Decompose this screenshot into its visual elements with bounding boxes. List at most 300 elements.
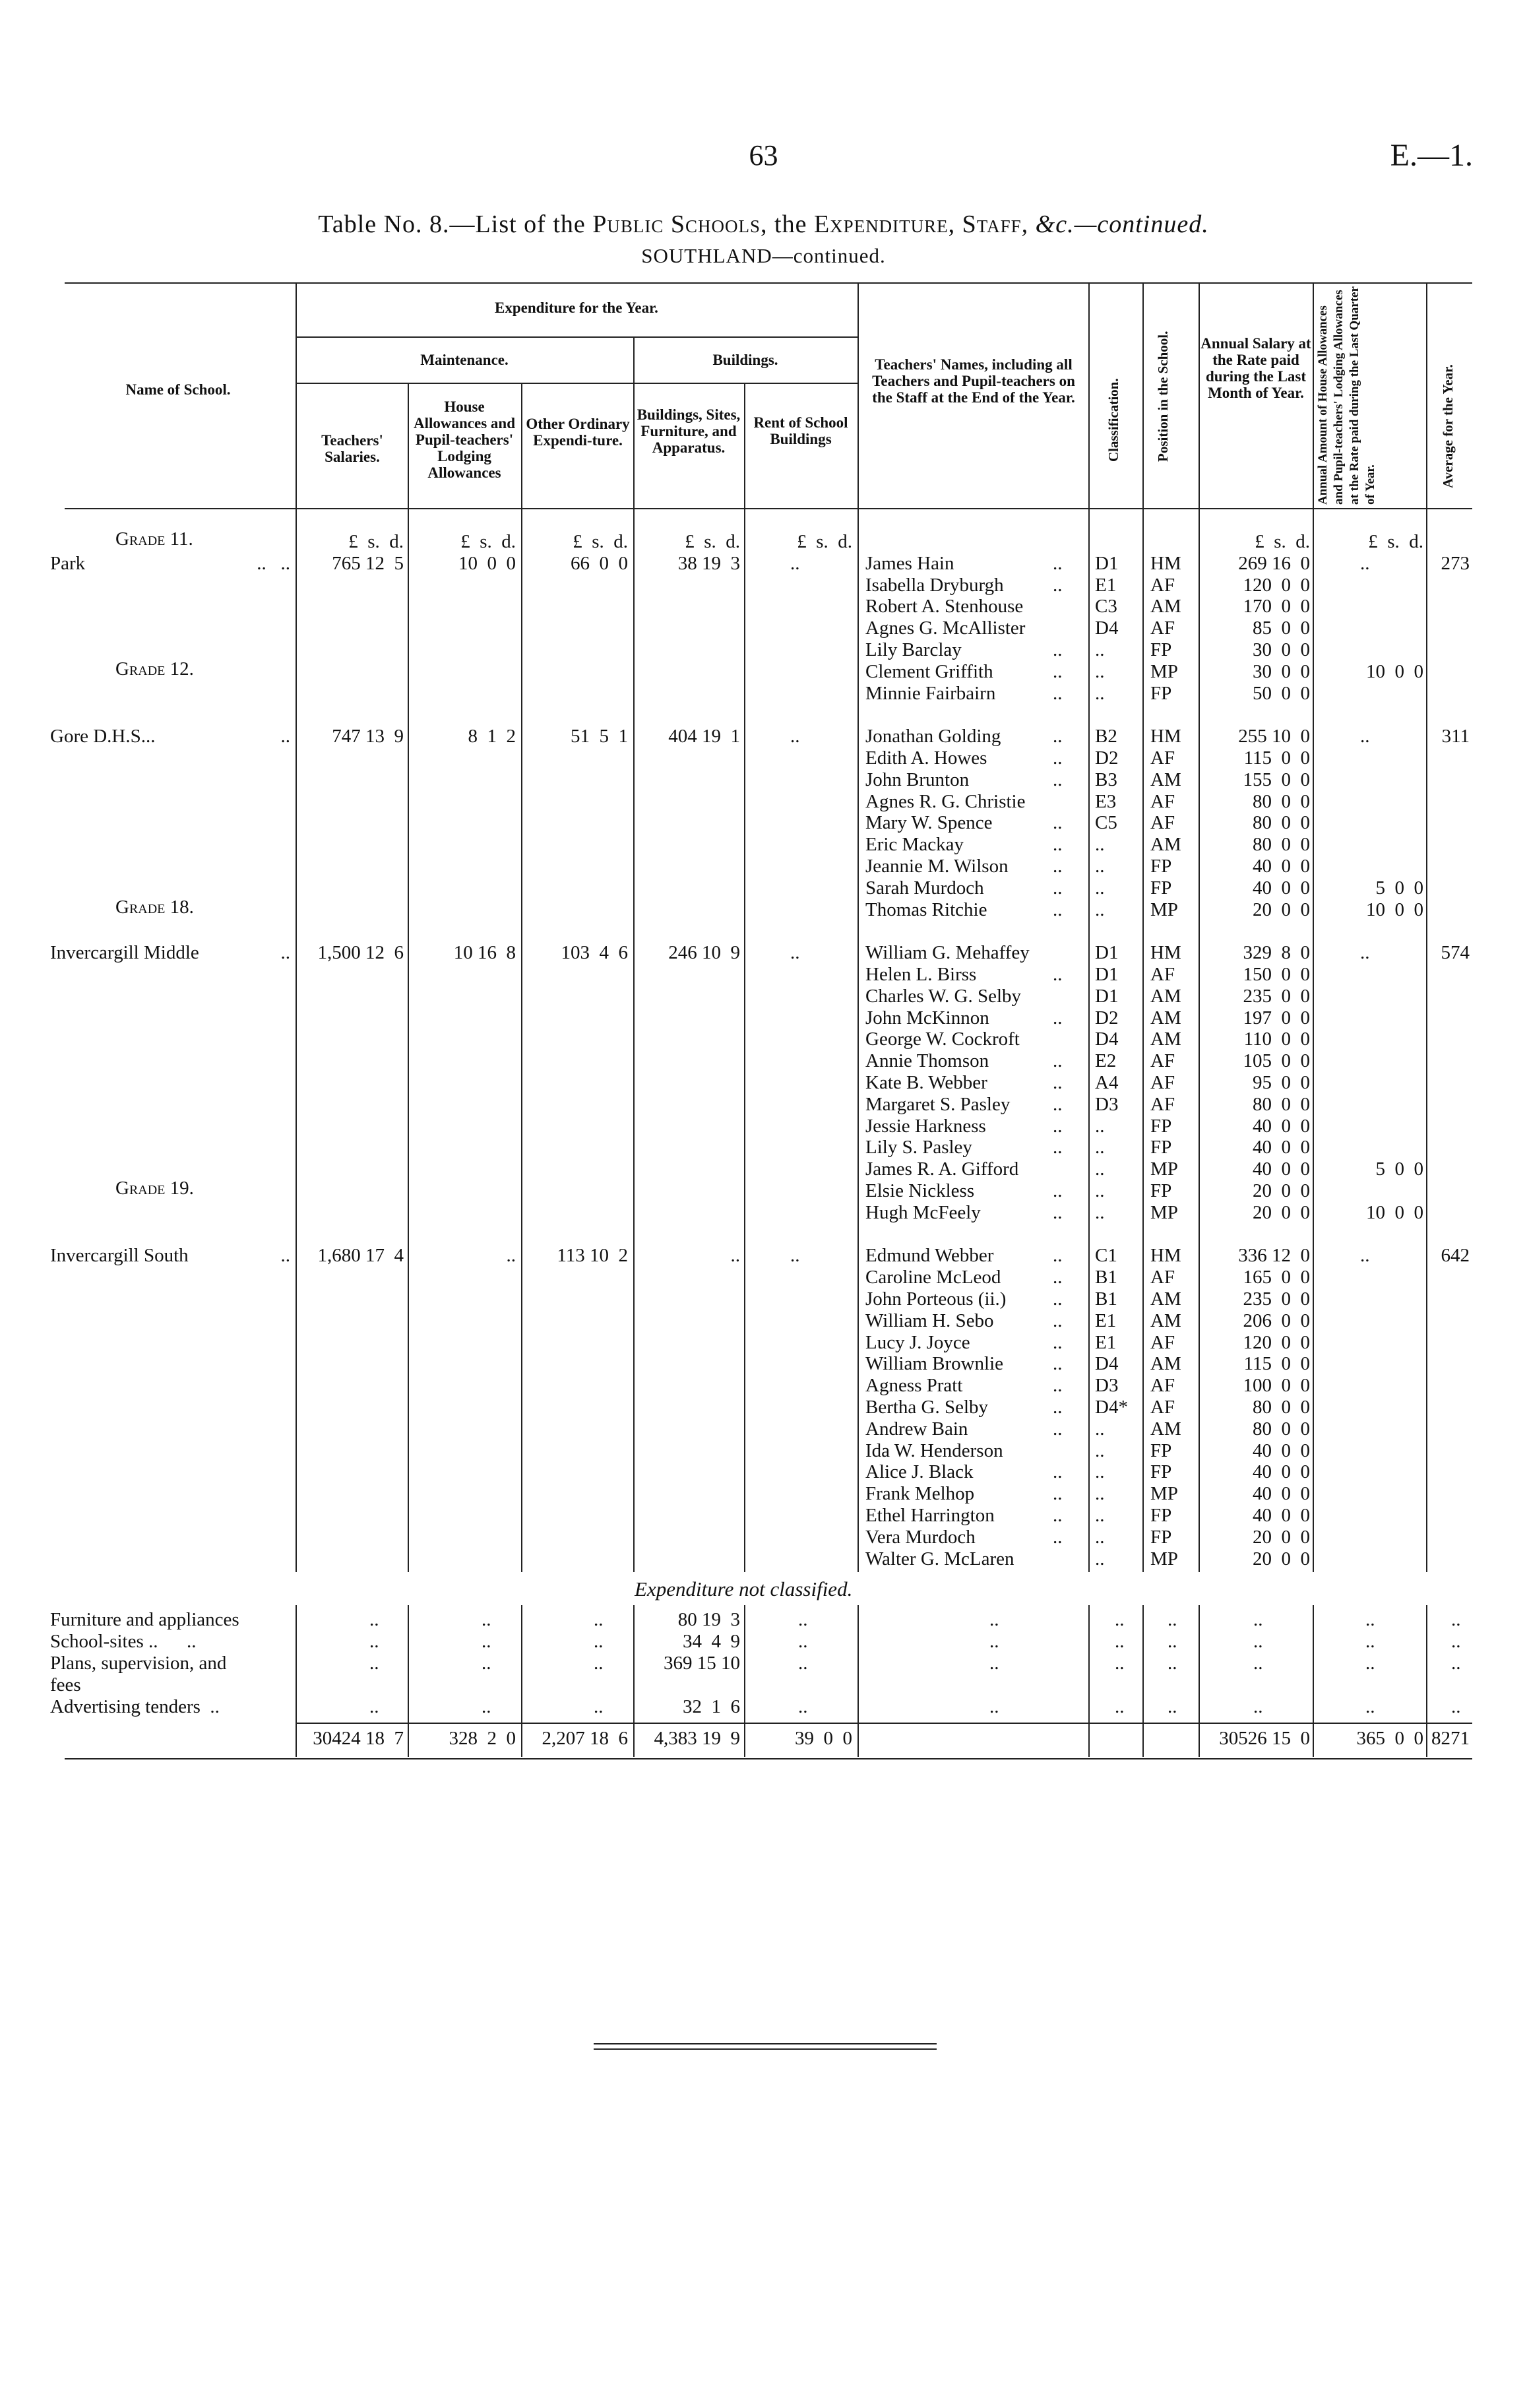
page-reference: E.—1.: [1390, 138, 1473, 173]
position-value: AF: [1150, 574, 1175, 596]
leader-dots: ..: [1053, 1245, 1063, 1267]
leader-dots: ..: [1053, 1007, 1063, 1029]
classification-value: ..: [1095, 1505, 1105, 1526]
annual-allowance-value: 5 0 0: [1375, 877, 1423, 899]
annual-allowance-value: 10 0 0: [1366, 660, 1423, 682]
position-value: HM: [1150, 1245, 1181, 1267]
teacher-row: [0, 1116, 1527, 1137]
blank-cell: ..: [989, 1631, 999, 1653]
blank-cell: ..: [594, 1695, 604, 1717]
leader-dots: ..: [1053, 660, 1063, 682]
blank-cell: ..: [594, 1631, 604, 1653]
average-value: 273: [1441, 552, 1470, 574]
teacher-row: [0, 1267, 1527, 1288]
annual-salary-value: 30 0 0: [1253, 639, 1310, 660]
currency-header: £ s. d.: [348, 531, 404, 552]
currency-header: £ s. d.: [797, 531, 852, 552]
position-value: HM: [1150, 942, 1181, 964]
classification-value: D3: [1095, 1093, 1119, 1115]
teacher-name: Kate B. Webber: [865, 1072, 987, 1093]
rent-value: ..: [790, 552, 800, 574]
blank-cell: ..: [1115, 1653, 1125, 1674]
buildings-value: ..: [730, 1245, 740, 1267]
position-value: AF: [1150, 790, 1175, 812]
hdr-div-10: [1313, 282, 1314, 508]
col-buildings-group: Buildings.: [712, 352, 778, 368]
col-rule: [1199, 508, 1200, 1572]
teacher-name: Walter G. McLaren: [865, 1548, 1014, 1569]
teacher-name: Isabella Dryburgh: [865, 574, 1004, 596]
total-annual-salary: 30526 15 0: [1219, 1728, 1310, 1750]
blank-cell: ..: [1253, 1631, 1263, 1653]
position-value: AM: [1150, 834, 1181, 856]
teacher-row: [0, 1505, 1527, 1527]
teacher-name: William G. Mehaffey: [865, 942, 1030, 964]
annual-salary-value: 40 0 0: [1253, 877, 1310, 899]
leader-dots: ..: [1053, 1267, 1063, 1288]
classification-value: D1: [1095, 942, 1119, 964]
teacher-row: [0, 877, 1527, 899]
classification-value: ..: [1095, 1526, 1105, 1548]
blank-cell: ..: [1253, 1695, 1263, 1717]
position-value: AF: [1150, 964, 1175, 985]
annual-salary-value: 100 0 0: [1243, 1375, 1310, 1397]
buildings-value: 246 10 9: [668, 942, 740, 964]
allowance-blank: ..: [1360, 1245, 1370, 1267]
leader-dots: ..: [1053, 812, 1063, 834]
teacher-row: [0, 1288, 1527, 1310]
allowance-blank: ..: [1360, 552, 1370, 574]
position-value: MP: [1150, 899, 1178, 920]
teacher-name: Jessie Harkness: [865, 1115, 986, 1137]
classification-value: D4: [1095, 618, 1119, 639]
house-allowances-value: ..: [506, 1245, 516, 1267]
annual-allowance-value: 10 0 0: [1366, 899, 1423, 920]
annual-salary-value: 40 0 0: [1253, 1440, 1310, 1461]
col-rule: [1313, 508, 1314, 1572]
currency-header: £ s. d.: [685, 531, 740, 552]
rule-header-bottom: [65, 508, 1472, 509]
teacher-name: William H. Sebo: [865, 1310, 994, 1331]
annual-salary-value: 80 0 0: [1253, 1093, 1310, 1115]
classification-value: B3: [1095, 769, 1117, 790]
position-value: FP: [1150, 1137, 1172, 1158]
col-expenditure: Expenditure for the Year.: [495, 300, 658, 316]
leader-dots: ..: [1053, 1526, 1063, 1548]
other-expenditure-value: 66 0 0: [571, 552, 628, 574]
teacher-name: Lily Barclay: [865, 639, 962, 660]
teacher-row: [0, 1483, 1527, 1505]
teacher-row: [0, 1072, 1527, 1094]
other-expenditure-value: 103 4 6: [561, 942, 628, 964]
leader-dots: ..: [1053, 1137, 1063, 1158]
teacher-name: William Brownlie: [865, 1353, 1004, 1375]
rent-value: ..: [790, 726, 800, 747]
teacher-name: James R. A. Gifford: [865, 1158, 1019, 1180]
annual-salary-value: 80 0 0: [1253, 790, 1310, 812]
col-rule: [1088, 508, 1090, 1572]
teacher-name: John Porteous (ii.): [865, 1288, 1007, 1310]
leader-dots: ..: [1053, 899, 1063, 920]
position-value: AM: [1150, 985, 1181, 1007]
position-value: FP: [1150, 1115, 1172, 1137]
classification-value: B2: [1095, 726, 1117, 747]
leader-dots: .. ..: [257, 552, 290, 574]
blank-cell: ..: [989, 1609, 999, 1631]
classification-value: E2: [1095, 1050, 1117, 1072]
annual-salary-value: 40 0 0: [1253, 1158, 1310, 1180]
annual-salary-value: 206 0 0: [1243, 1310, 1310, 1331]
annual-salary-value: 40 0 0: [1253, 1461, 1310, 1483]
col-rule: [296, 508, 297, 1572]
col-house-allowances: House Allowances and Pupil-teachers' Lodging Allowances: [414, 398, 515, 481]
annual-salary-value: 40 0 0: [1253, 1483, 1310, 1505]
annual-salary-value: 115 0 0: [1243, 1353, 1310, 1375]
expense-amount: 34 4 9: [683, 1631, 740, 1653]
teacher-name: Robert A. Stenhouse: [865, 596, 1024, 618]
position-value: AM: [1150, 1353, 1181, 1375]
annual-salary-value: 120 0 0: [1243, 574, 1310, 596]
col-rule: [633, 508, 635, 1572]
blank-cell: ..: [482, 1609, 491, 1631]
teacher-row: [0, 639, 1527, 661]
blank-cell: ..: [798, 1695, 808, 1717]
hdr-div-3: [521, 383, 522, 508]
blank-cell: ..: [482, 1695, 491, 1717]
position-value: FP: [1150, 1180, 1172, 1201]
leader-dots: ..: [1053, 1288, 1063, 1310]
total-buildings: 4,383 19 9: [654, 1728, 740, 1750]
teacher-name: Helen L. Birss: [865, 964, 977, 985]
not-classified-row: [0, 1609, 1527, 1631]
leader-dots: ..: [280, 1245, 290, 1267]
blank-cell: ..: [1168, 1653, 1177, 1674]
classification-value: D4: [1095, 1029, 1119, 1050]
teacher-row: [0, 812, 1527, 834]
house-allowances-value: 10 0 0: [458, 552, 516, 574]
teacher-name: Frank Melhop: [865, 1483, 975, 1505]
teacher-name: John McKinnon: [865, 1007, 989, 1029]
teacher-name: Lucy J. Joyce: [865, 1331, 970, 1353]
allowance-blank: ..: [1360, 726, 1370, 747]
col-name-of-school: Name of School.: [125, 381, 231, 398]
currency-header: £ s. d.: [573, 531, 628, 552]
leader-dots: ..: [1053, 726, 1063, 747]
teacher-row: [0, 1094, 1527, 1116]
teacher-row: [0, 769, 1527, 791]
total-house: 328 2 0: [449, 1728, 516, 1750]
classification-value: C3: [1095, 596, 1117, 618]
expense-label: School-sites .. ..: [50, 1631, 197, 1653]
blank-cell: ..: [1168, 1631, 1177, 1653]
leader-dots: ..: [1053, 682, 1063, 704]
teacher-row: [0, 1397, 1527, 1418]
teacher-row: [0, 1527, 1527, 1548]
annual-salary-value: 255 10 0: [1238, 726, 1310, 747]
position-value: FP: [1150, 1461, 1172, 1483]
teacher-row: [0, 1029, 1527, 1050]
leader-dots: ..: [1053, 1050, 1063, 1072]
teacher-row: [0, 1050, 1527, 1072]
classification-value: B1: [1095, 1267, 1117, 1288]
other-expenditure-value: 51 5 1: [571, 726, 628, 747]
leader-dots: ..: [1053, 1310, 1063, 1331]
rent-value: ..: [790, 942, 800, 964]
grade-label: Grade 12.: [115, 658, 194, 680]
blank-cell: ..: [1115, 1609, 1125, 1631]
leader-dots: ..: [1053, 1072, 1063, 1093]
leader-dots: ..: [1053, 747, 1063, 769]
leader-dots: ..: [1053, 552, 1063, 574]
leader-dots: ..: [1053, 964, 1063, 985]
classification-value: ..: [1095, 1201, 1105, 1223]
house-allowances-value: 8 1 2: [468, 726, 516, 747]
blank-cell: ..: [1168, 1695, 1177, 1717]
expense-label: Plans, supervision, and: [50, 1653, 227, 1674]
blank-cell: ..: [369, 1695, 379, 1717]
leader-dots: ..: [280, 726, 290, 747]
col-position: Position in the School.: [1155, 331, 1171, 462]
position-value: AF: [1150, 618, 1175, 639]
classification-value: D1: [1095, 552, 1119, 574]
blank-cell: ..: [1253, 1653, 1263, 1674]
teacher-row: [0, 1137, 1527, 1158]
position-value: AF: [1150, 1093, 1175, 1115]
other-expenditure-value: 113 10 2: [557, 1245, 628, 1267]
school-name: Park: [50, 552, 86, 574]
col-rule: [1142, 508, 1144, 1572]
classification-value: ..: [1095, 682, 1105, 704]
teacher-row: [0, 596, 1527, 618]
table-title: Table No. 8.—List of the Public Schools, the Expenditure, Staff, &c.—continued.: [318, 210, 1209, 238]
position-value: HM: [1150, 726, 1181, 747]
blank-cell: ..: [1365, 1631, 1375, 1653]
blank-cell: ..: [1115, 1695, 1125, 1717]
classification-value: D4*: [1095, 1397, 1128, 1418]
annual-salary-value: 80 0 0: [1253, 834, 1310, 856]
classification-value: ..: [1095, 1461, 1105, 1483]
expense-amount: 32 1 6: [683, 1695, 740, 1717]
classification-value: E3: [1095, 790, 1117, 812]
teacher-row: [0, 834, 1527, 856]
expense-label: Furniture and appliances: [50, 1609, 239, 1631]
teacher-row: [0, 791, 1527, 813]
classification-value: A4: [1095, 1072, 1119, 1093]
teacher-row: [0, 575, 1527, 596]
annual-salary-value: 150 0 0: [1243, 964, 1310, 985]
position-value: AF: [1150, 812, 1175, 834]
leader-dots: ..: [280, 942, 290, 964]
classification-value: E1: [1095, 1310, 1117, 1331]
rule-maint: [296, 383, 857, 384]
total-salaries: 30424 18 7: [313, 1728, 404, 1750]
position-value: AM: [1150, 1007, 1181, 1029]
position-value: AM: [1150, 1288, 1181, 1310]
total-rent: 39 0 0: [795, 1728, 852, 1750]
buildings-value: 404 19 1: [668, 726, 740, 747]
position-value: FP: [1150, 1505, 1172, 1526]
teacher-row: [0, 726, 1527, 747]
col-teachers-salaries: Teachers' Salaries.: [321, 432, 383, 465]
teacher-row: [0, 618, 1527, 639]
currency-header-row: [0, 531, 1527, 553]
teacher-row: [0, 1245, 1527, 1267]
classification-value: ..: [1095, 1137, 1105, 1158]
teacher-name: Mary W. Spence: [865, 812, 993, 834]
position-value: AF: [1150, 1072, 1175, 1093]
buildings-value: 38 19 3: [677, 552, 740, 574]
position-value: FP: [1150, 682, 1172, 704]
totals-row: [0, 1728, 1527, 1750]
blank-cell: ..: [594, 1653, 604, 1674]
teacher-name: George W. Cockroft: [865, 1029, 1020, 1050]
teacher-row: [0, 1440, 1527, 1462]
currency-header: £ s. d.: [1368, 531, 1423, 552]
leader-dots: ..: [1053, 1483, 1063, 1505]
average-value: 574: [1441, 942, 1470, 964]
teacher-name: John Brunton: [865, 769, 970, 790]
position-value: AF: [1150, 1375, 1175, 1397]
blank-cell: ..: [369, 1653, 379, 1674]
annual-salary-value: 85 0 0: [1253, 618, 1310, 639]
annual-salary-value: 95 0 0: [1253, 1072, 1310, 1093]
leader-dots: ..: [1053, 1331, 1063, 1353]
blank-cell: ..: [1115, 1631, 1125, 1653]
page-number: 63: [749, 139, 778, 172]
blank-cell: ..: [1451, 1695, 1461, 1717]
blank-cell: ..: [989, 1653, 999, 1674]
classification-value: ..: [1095, 877, 1105, 899]
classification-value: D2: [1095, 1007, 1119, 1029]
leader-dots: ..: [1053, 1115, 1063, 1137]
hdr-div-6: [857, 282, 859, 508]
currency-header: £ s. d.: [1255, 531, 1310, 552]
not-classified-row: [0, 1653, 1527, 1674]
school-name: Gore D.H.S...: [50, 726, 156, 747]
classification-value: E1: [1095, 574, 1117, 596]
teacher-name: Annie Thomson: [865, 1050, 989, 1072]
blank-cell: ..: [1451, 1631, 1461, 1653]
position-value: AM: [1150, 1029, 1181, 1050]
blank-cell: ..: [369, 1609, 379, 1631]
teachers-salaries-value: 1,680 17 4: [317, 1245, 404, 1267]
teacher-row: [0, 1332, 1527, 1354]
leader-dots: ..: [1053, 574, 1063, 596]
position-value: MP: [1150, 1548, 1178, 1569]
classification-value: D1: [1095, 985, 1119, 1007]
annual-salary-value: 269 16 0: [1238, 552, 1310, 574]
teacher-name: Edmund Webber: [865, 1245, 994, 1267]
total-other: 2,207 18 6: [542, 1728, 628, 1750]
teacher-name: James Hain: [865, 552, 954, 574]
teacher-name: Caroline McLeod: [865, 1267, 1001, 1288]
expense-amount: 80 19 3: [677, 1609, 740, 1631]
leader-dots: ..: [1053, 834, 1063, 856]
grade-label: Grade 18.: [115, 896, 194, 918]
position-value: MP: [1150, 1158, 1178, 1180]
teacher-name: Elsie Nickless: [865, 1180, 975, 1201]
hdr-div-9: [1199, 282, 1200, 508]
blank-cell: ..: [594, 1609, 604, 1631]
teacher-row: [0, 1007, 1527, 1029]
teacher-name: Andrew Bain: [865, 1418, 968, 1440]
teacher-name: Agness Pratt: [865, 1375, 963, 1397]
total-annual-amount: 365 0 0: [1356, 1728, 1423, 1750]
teachers-salaries-value: 1,500 12 6: [317, 942, 404, 964]
col-annual-amount: Annual Amount of House Allowances and Pupil-teachers' Lodging Allowances at the Rate paid during the Last Quarter of Year.: [1316, 286, 1377, 505]
annual-salary-value: 155 0 0: [1243, 769, 1310, 790]
col-rule: [521, 508, 522, 1572]
position-value: FP: [1150, 877, 1172, 899]
annual-salary-value: 115 0 0: [1243, 747, 1310, 769]
classification-value: ..: [1095, 1418, 1105, 1440]
position-value: FP: [1150, 639, 1172, 660]
annual-salary-value: 105 0 0: [1243, 1050, 1310, 1072]
leader-dots: ..: [1053, 877, 1063, 899]
leader-dots: ..: [1053, 1461, 1063, 1483]
allowance-blank: ..: [1360, 942, 1370, 964]
leader-dots: ..: [1053, 1093, 1063, 1115]
blank-cell: ..: [1168, 1609, 1177, 1631]
rent-value: ..: [790, 1245, 800, 1267]
position-value: FP: [1150, 856, 1172, 877]
position-value: AF: [1150, 747, 1175, 769]
teacher-row: [0, 986, 1527, 1007]
expense-label-cont: fees: [50, 1674, 81, 1695]
classification-value: D4: [1095, 1353, 1119, 1375]
teacher-row: [0, 1180, 1527, 1202]
annual-salary-value: 20 0 0: [1253, 1526, 1310, 1548]
classification-value: ..: [1095, 1548, 1105, 1569]
teacher-name: Sarah Murdoch: [865, 877, 984, 899]
position-value: AM: [1150, 596, 1181, 618]
leader-dots: ..: [1053, 639, 1063, 660]
classification-value: D1: [1095, 964, 1119, 985]
annual-allowance-value: 10 0 0: [1366, 1201, 1423, 1223]
position-value: AF: [1150, 1267, 1175, 1288]
annual-salary-value: 30 0 0: [1253, 660, 1310, 682]
leader-dots: ..: [1053, 1418, 1063, 1440]
blank-cell: ..: [482, 1653, 491, 1674]
classification-value: ..: [1095, 1158, 1105, 1180]
rule-totals-top: [296, 1723, 1472, 1724]
grade-label: Grade 11.: [115, 528, 193, 550]
teacher-row: [0, 747, 1527, 769]
not-classified-row-cont: [0, 1674, 1527, 1696]
blank-cell: ..: [1451, 1609, 1461, 1631]
teacher-row: [0, 942, 1527, 964]
teacher-name: Margaret S. Pasley: [865, 1093, 1011, 1115]
currency-header: £ s. d.: [460, 531, 516, 552]
expense-label: Advertising tenders ..: [50, 1695, 220, 1717]
teacher-name: Hugh McFeely: [865, 1201, 981, 1223]
position-value: AM: [1150, 1310, 1181, 1331]
blank-cell: ..: [482, 1631, 491, 1653]
leader-dots: ..: [1053, 1201, 1063, 1223]
blank-cell: ..: [989, 1695, 999, 1717]
not-classified-row: [0, 1696, 1527, 1718]
blank-cell: ..: [369, 1631, 379, 1653]
blank-cell: ..: [798, 1631, 808, 1653]
teacher-name: Edith A. Howes: [865, 747, 987, 769]
col-buildings-sites: Buildings, Sites, Furniture, and Apparatus.: [637, 406, 741, 456]
annual-salary-value: 170 0 0: [1243, 596, 1310, 618]
blank-cell: ..: [1365, 1695, 1375, 1717]
col-rule: [857, 508, 859, 1572]
hdr-div-7: [1088, 282, 1090, 508]
leader-dots: ..: [1053, 1505, 1063, 1526]
classification-value: ..: [1095, 1483, 1105, 1505]
